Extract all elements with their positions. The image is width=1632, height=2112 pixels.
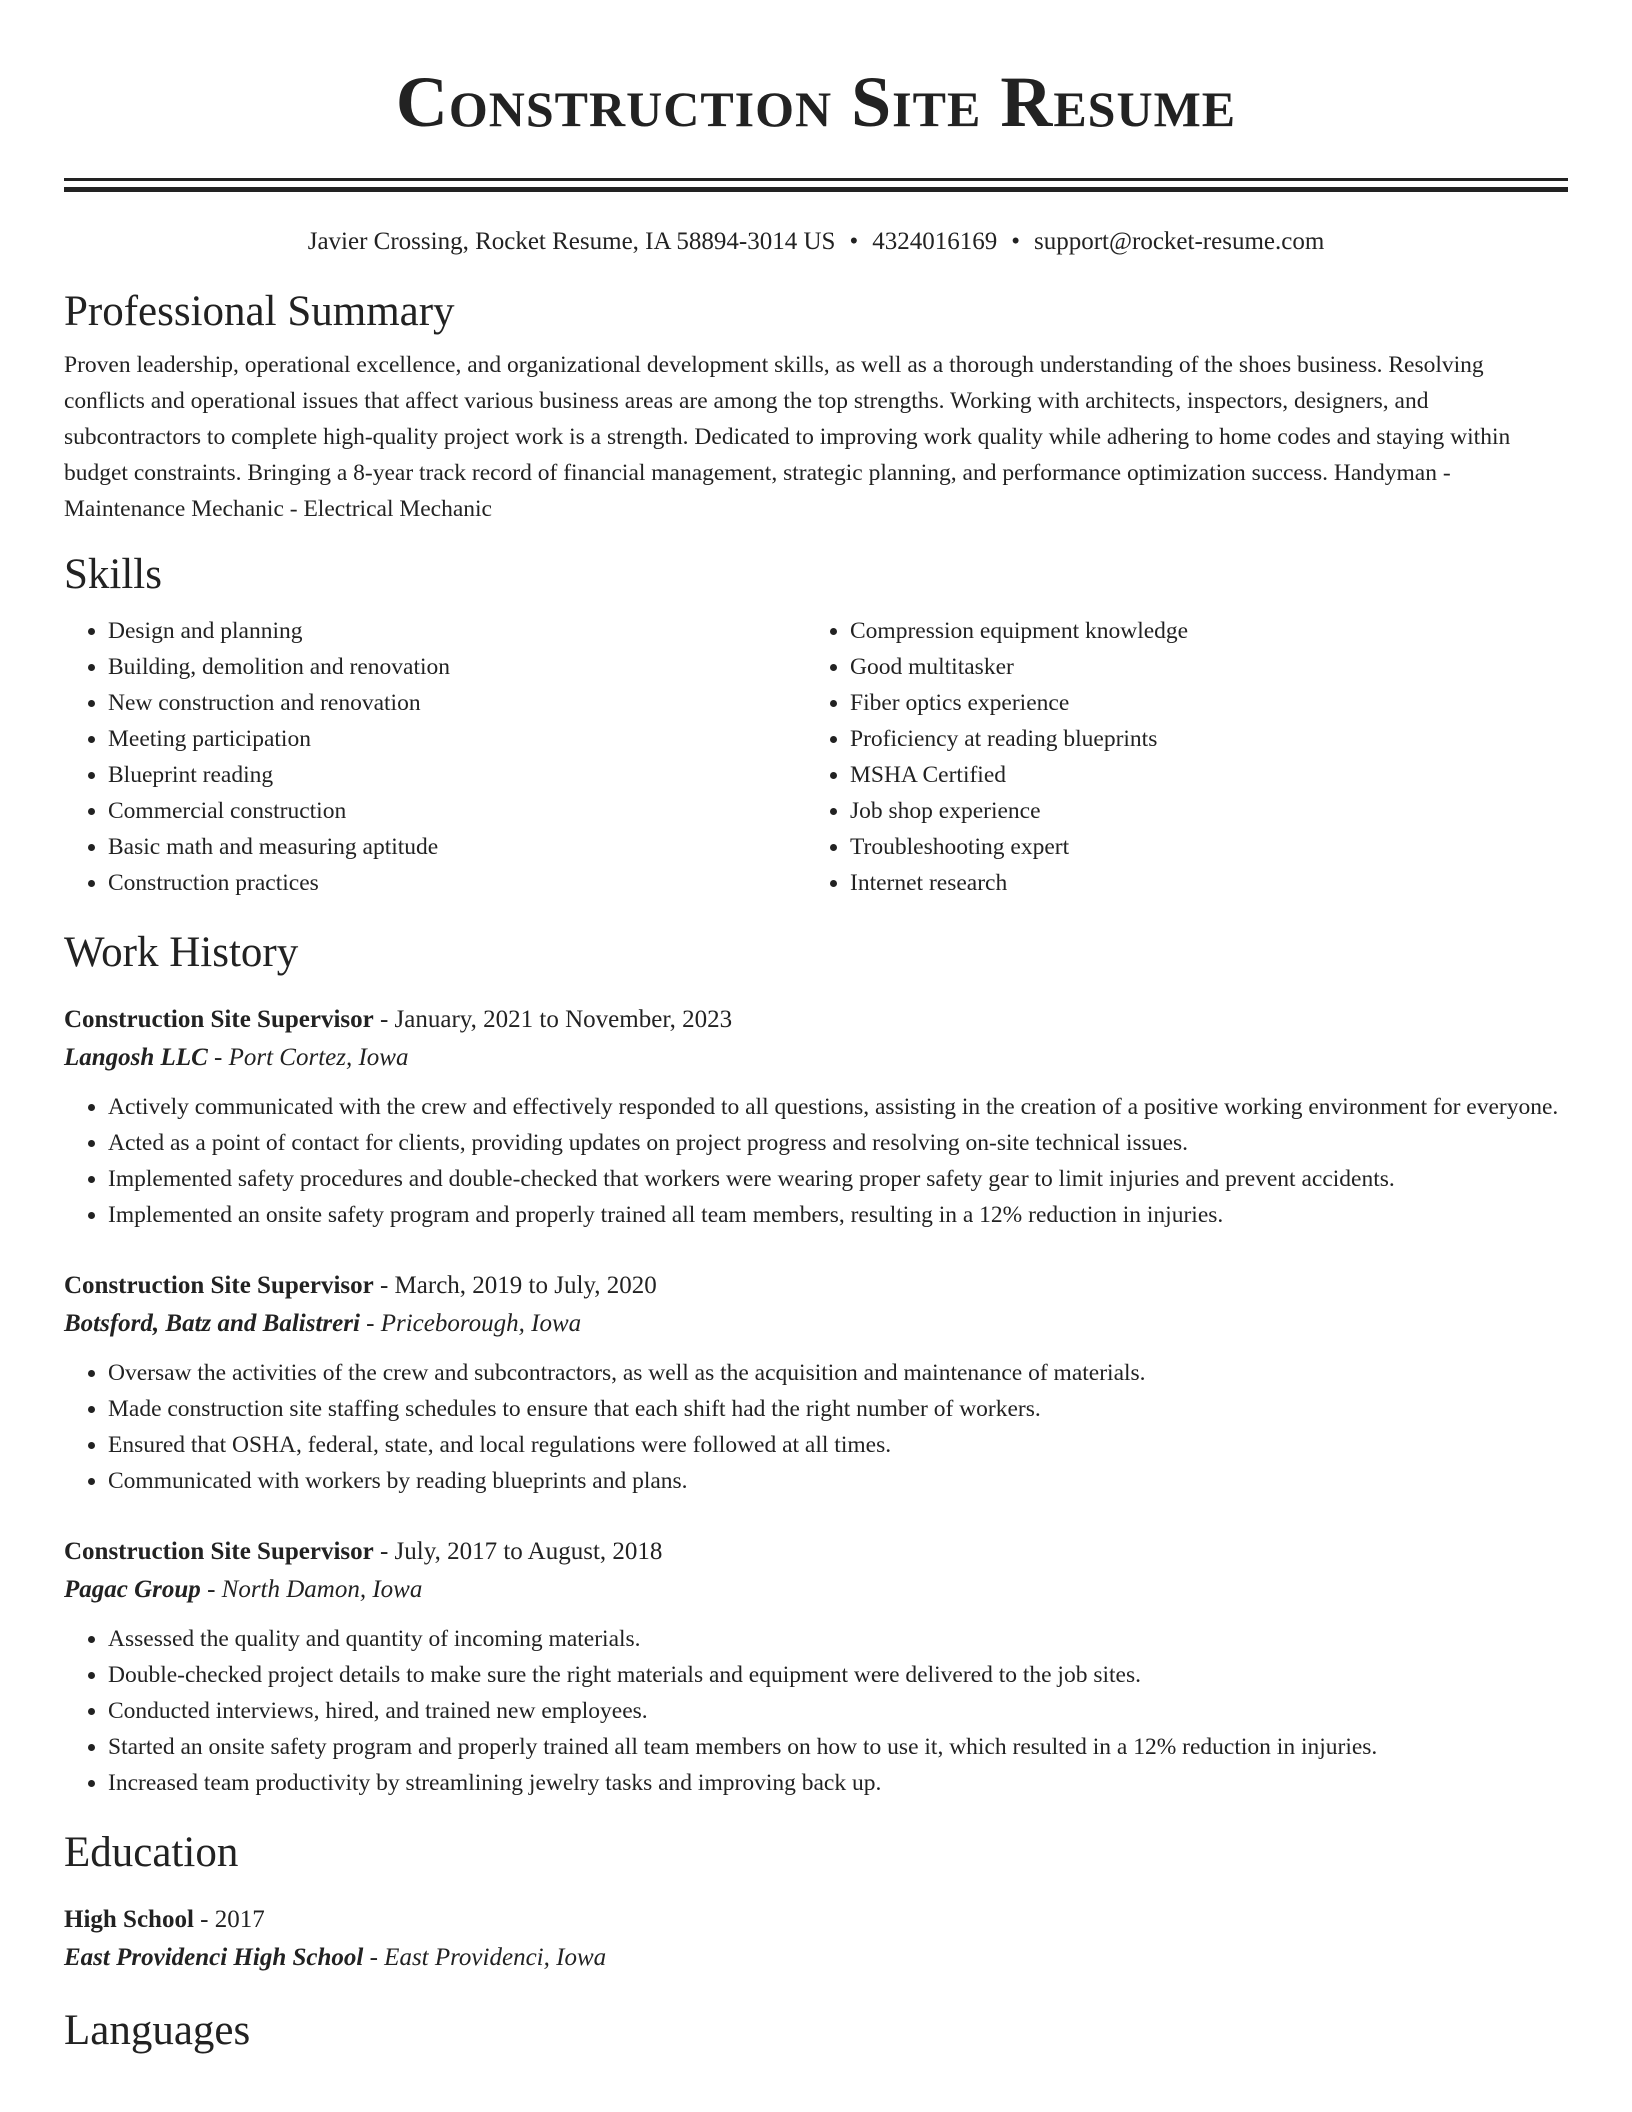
summary-text: Proven leadership, operational excellence, and organizational development skills, as well as a thorough understanding of the shoes business. Resolving conflicts and operational issues that affect various business areas are among the top strengths. Working with architects, inspectors, designers, and subcontractors to complete high-quality project work is a strength. Dedicated to improving work quality while adhering to home codes and staying within budget constraints. Bringing a 8-year track record of financial management, strategic planning, and performance optimization success. Handyman - Maintenance Mechanic - Electrical Mechanic <box>64 352 1511 522</box>
job-location: - North Damon, Iowa <box>200 1576 423 1603</box>
job-bullets <box>64 1355 1568 1499</box>
job-company-line <box>64 1305 1568 1343</box>
job-dates: - July, 2017 to August, 2018 <box>373 1538 663 1565</box>
education-degree-line <box>64 1901 1568 1939</box>
contact-separator: • <box>1011 228 1020 255</box>
skills-grid <box>64 613 1568 901</box>
job-title-line <box>64 1533 1568 1571</box>
job-company-line <box>64 1571 1568 1609</box>
skill-item: • New construction and renovation <box>108 685 806 721</box>
job-entry <box>64 1001 1568 1233</box>
skills-right-column <box>806 613 1548 901</box>
job-bullet: • Made construction site staffing schedules to ensure that each shift had the right number of workers. <box>108 1391 1568 1427</box>
skill-item: • Construction practices <box>108 865 806 901</box>
title-divider-bottom <box>64 187 1568 192</box>
contact-phone: 4324016169 <box>872 228 998 255</box>
skill-item: • Fiber optics experience <box>850 685 1548 721</box>
skill-item: • Commercial construction <box>108 793 806 829</box>
skills-left-column <box>64 613 806 901</box>
skill-item: • Good multitasker <box>850 649 1548 685</box>
job-bullet: • Started an onsite safety program and properly trained all team members on how to use it, which resulted in a 12% reduction in injuries. <box>108 1729 1568 1765</box>
summary-heading: Professional Summary <box>64 288 455 335</box>
job-dates: - March, 2019 to July, 2020 <box>373 1272 657 1299</box>
job-title-line <box>64 1001 1568 1039</box>
job-location: - Port Cortez, Iowa <box>207 1044 409 1071</box>
job-bullet: • Ensured that OSHA, federal, state, and local regulations were followed at all times. <box>108 1427 1568 1463</box>
contact-line <box>64 225 1568 259</box>
skill-item: • MSHA Certified <box>850 757 1548 793</box>
job-bullets <box>64 1621 1568 1801</box>
job-bullet: • Conducted interviews, hired, and trained new employees. <box>108 1693 1568 1729</box>
contact-separator: • <box>849 228 859 255</box>
job-bullet: • Double-checked project details to make sure the right materials and equipment were delivered to the job sites. <box>108 1657 1568 1693</box>
job-bullet: • Oversaw the activities of the crew and subcontractors, as well as the acquisition and maintenance of materials. <box>108 1355 1568 1391</box>
education-degree: High School <box>64 1906 194 1933</box>
job-company: Pagac Group <box>64 1576 201 1603</box>
resume-title: Construction Site Resume <box>395 62 1237 142</box>
skill-item: • Basic math and measuring aptitude <box>108 829 806 865</box>
job-bullet: • Acted as a point of contact for clients, providing updates on project progress and resolving on-site technical issues. <box>108 1125 1568 1161</box>
job-company-line <box>64 1039 1568 1077</box>
job-title: Construction Site Supervisor <box>64 1272 374 1299</box>
skill-item: • Building, demolition and renovation <box>108 649 806 685</box>
title-divider-top <box>64 178 1568 181</box>
skill-item: • Troubleshooting expert <box>850 829 1548 865</box>
education-entry <box>64 1901 1568 1977</box>
job-bullet: • Implemented an onsite safety program and properly trained all team members, resulting in a 12% reduction in injuries. <box>108 1197 1568 1233</box>
job-company: Botsford, Batz and Balistreri <box>64 1310 360 1337</box>
skill-item: • Blueprint reading <box>108 757 806 793</box>
skill-item: • Meeting participation <box>108 721 806 757</box>
job-bullet: • Implemented safety procedures and double-checked that workers were wearing proper safety gear to limit injuries and prevent accidents. <box>108 1161 1568 1197</box>
job-title: Construction Site Supervisor <box>64 1538 374 1565</box>
education-location: - East Providenci, Iowa <box>363 1944 607 1971</box>
contact-email: support@rocket-resume.com <box>1033 228 1325 255</box>
work-history-heading: Work History <box>64 929 299 976</box>
job-bullet: • Actively communicated with the crew and effectively responded to all questions, assisting in the creation of a positive working environment for everyone. <box>108 1089 1568 1125</box>
skill-item: • Job shop experience <box>850 793 1548 829</box>
languages-heading: Languages <box>64 2007 251 2054</box>
job-bullets <box>64 1089 1568 1233</box>
skill-item: • Design and planning <box>108 613 806 649</box>
skill-item: • Proficiency at reading blueprints <box>850 721 1548 757</box>
education-year: - 2017 <box>193 1906 265 1933</box>
contact-address: Javier Crossing, Rocket Resume, IA 58894-3014 US <box>307 228 836 255</box>
job-bullet: • Increased team productivity by streamlining jewelry tasks and improving back up. <box>108 1765 1568 1801</box>
skill-item: • Internet research <box>850 865 1548 901</box>
education-heading: Education <box>64 1829 239 1876</box>
skills-heading: Skills <box>64 551 162 598</box>
education-school: East Providenci High School <box>64 1944 364 1971</box>
skill-item: • Compression equipment knowledge <box>850 613 1548 649</box>
education-school-line <box>64 1939 1568 1977</box>
job-company: Langosh LLC <box>64 1044 208 1071</box>
job-entry <box>64 1267 1568 1499</box>
job-bullet: • Communicated with workers by reading blueprints and plans. <box>108 1463 1568 1499</box>
job-title-line <box>64 1267 1568 1305</box>
job-title: Construction Site Supervisor <box>64 1006 374 1033</box>
job-location: - Priceborough, Iowa <box>359 1310 582 1337</box>
job-dates: - January, 2021 to November, 2023 <box>373 1006 733 1033</box>
job-entry <box>64 1533 1568 1801</box>
job-bullet: • Assessed the quality and quantity of incoming materials. <box>108 1621 1568 1657</box>
